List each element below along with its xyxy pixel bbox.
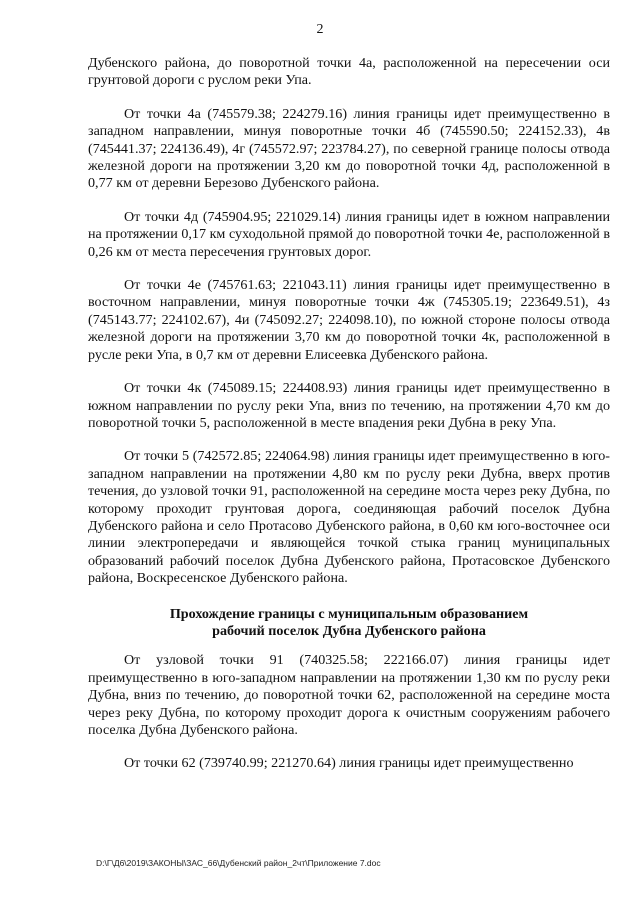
paragraph: От точки 4а (745579.38; 224279.16) линия границы идет преимущественно в западном направлении, минуя поворотные точки 4б (745590.50; 224152.33), 4в (745441.37; 224136.49), 4г (745572.97; 223784.27), по северной границе полосы отвода железной дороги на протяжении 3,20 км до поворотной точки 4д, расположенной в 0,77 км от деревни Березово Дубенского района. (88, 105, 610, 192)
paragraph: От точки 62 (739740.99; 221270.64) линия границы идет преимущественно (124, 755, 574, 772)
page-number: 2 (316, 22, 324, 37)
section-heading-line-1: Прохождение границы с муниципальным образованием (169, 605, 529, 622)
section-heading-line-2: рабочий поселок Дубна Дубенского района (212, 622, 486, 639)
paragraph: От точки 4д (745904.95; 221029.14) линия границы идет в южном направлении на протяжении 0,17 км суходольной прямой до поворотной точки 4е, расположенной в 0,26 км от места пересечения грунтовых дорог. (88, 208, 610, 260)
document-body (88, 55, 610, 789)
section-heading (88, 606, 610, 641)
paragraph: От узловой точки 91 (740325.58; 222166.07) линия границы идет преимущественно в юго-западном направлении на протяжении 1,30 км по руслу реки Дубна, вниз по течению, до поворотной точки 62, расположенной на середине моста через реку Дубна, по которому проходит дорога к очистным сооружениям рабочего поселка Дубна Дубенского района. (88, 652, 610, 738)
paragraph: Дубенского района, до поворотной точки 4а, расположенной на пересечении оси грунтовой дороги с руслом реки Упа. (88, 55, 610, 89)
paragraph: От точки 5 (742572.85; 224064.98) линия границы идет преимущественно в юго-западном направлении на протяжении 4,80 км по руслу реки Дубна, вверх против течения, до узловой точки 91, расположенной на середине моста через реку Дубна, по которому проходит грунтовая дорога, соединяющая рабочий поселок Дубна Дубенского района и село Протасово Дубенского района, в 0,60 км юго-восточнее оси линии электропередачи и являющейся точкой стыка границ муниципальных образований рабочий поселок Дубна Дубенского района, Протасовское Дубенского района, Воскресенское Дубенского района. (88, 448, 610, 587)
paragraphs-top (88, 55, 610, 588)
paragraph: От точки 4е (745761.63; 221043.11) линия границы идет преимущественно в восточном направлении, минуя поворотные точки 4ж (745305.19; 223649.51), 4з (745143.77; 224102.67), 4и (745092.27; 224098.10), по южной стороне полосы отвода железной дороги на протяжении 3,70 км до поворотной точки 4к, расположенной в русле реки Упа, в 0,7 км от деревни Елисеевка Дубенского района. (88, 277, 610, 363)
footer-file-path: D:\Г\Д6\2019\ЗАКОНЫ\ЗАС_66\Дубенский район_2чт\Приложение 7.doc (96, 858, 381, 868)
paragraph: От точки 4к (745089.15; 224408.93) линия границы идет преимущественно в южном направлении по руслу реки Упа, вниз по течению, на протяжении 4,70 км до поворотной точки 5, расположенной в месте впадения реки Дубна в реку Упа. (88, 380, 610, 431)
paragraphs-bottom (88, 652, 610, 772)
